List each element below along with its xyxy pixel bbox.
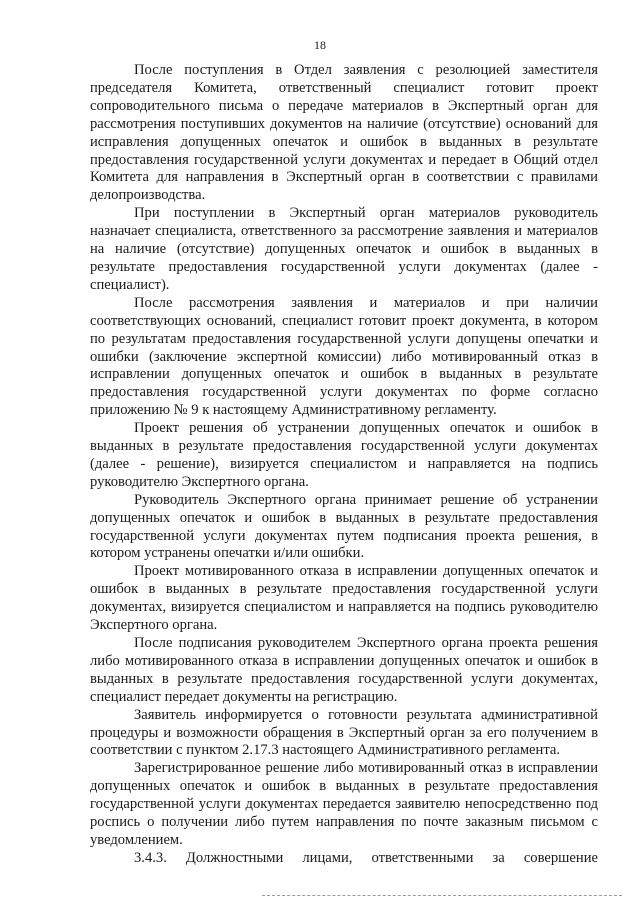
- paragraph-4: Проект решения об устранении допущенных опечаток и ошибок в выданных в результате предоставления государственной услуги документах (далее - решение), визируется специалистом и направляется на подпись руководителю Экспертного органа.: [90, 420, 598, 490]
- paragraph-10: 3.4.3. Должностными лицами, ответственными за совершение: [134, 849, 598, 866]
- paragraph-2: При поступлении в Экспертный орган материалов руководитель назначает специалиста, ответственного за рассмотрение заявления и материалов на наличие (отсутствие) допущенных опечаток и ошибок в выданных в результате предоставления государственной услуги документах (далее - специалист).: [90, 205, 598, 293]
- paragraph-6: Проект мотивированного отказа в исправлении допущенных опечаток и ошибок в выданных в результате предоставления государственной услуги документах, визируется специалистом и направляется на подпись руководителю Экспертного органа.: [90, 563, 598, 634]
- paragraph-5: Руководитель Экспертного органа принимает решение об устранении допущенных опечаток и ошибок в выданных в результате предоставления государственной услуги документах путем подписания проекта решения, в котором устранены опечатки и/или ошибки.: [90, 491, 598, 562]
- page-number: 18: [314, 38, 326, 52]
- paragraph-9: Зарегистрированное решение либо мотивированный отказ в исправлении допущенных опечаток и ошибок в выданных в результате предоставления государственной услуги документах передается заявителю непосредственно под роспись о получении либо путем направления по почте заказным письмом с уведомлением.: [90, 760, 598, 848]
- paragraph-3: После рассмотрения заявления и материалов и при наличии соответствующих оснований, специалист готовит проект документа, в котором по результатам предоставления государственной услуги допущены опечатки и ошибки (заключение экспертной комиссии) либо мотивированный отказ в исправлении допущенных опечаток и ошибок в выданных в результате предоставления государственной услуги документах по форме согласно приложению № 9 к настоящему Административному регламенту.: [90, 294, 598, 419]
- paragraph-8: Заявитель информируется о готовности результата административной процедуры и возможности обращения в Экспертный орган за его получением в соответствии с пунктом 2.17.3 настоящего Административного регламента.: [90, 706, 598, 759]
- paragraph-7: После подписания руководителем Экспертного органа проекта решения либо мотивированного отказа в исправлении допущенных опечаток и ошибок в выданных в результате предоставления государственной услуги документах, специалист передает документы на регистрацию.: [90, 635, 598, 705]
- document-body: [90, 62, 598, 868]
- scan-edge-line: [262, 895, 622, 896]
- paragraph-1: После поступления в Отдел заявления с резолюцией заместителя председателя Комитета, ответственный специалист готовит проект сопроводительного письма о передаче материалов в Экспертный орган для рассмотрения поступивших документов на наличие (отсутствие) оснований для исправления допущенных опечаток и ошибок в выданных в результате предоставления государственной услуги документах и передает в Общий отдел Комитета для направления в Экспертный орган в соответствии с правилами делопроизводства.: [90, 62, 598, 204]
